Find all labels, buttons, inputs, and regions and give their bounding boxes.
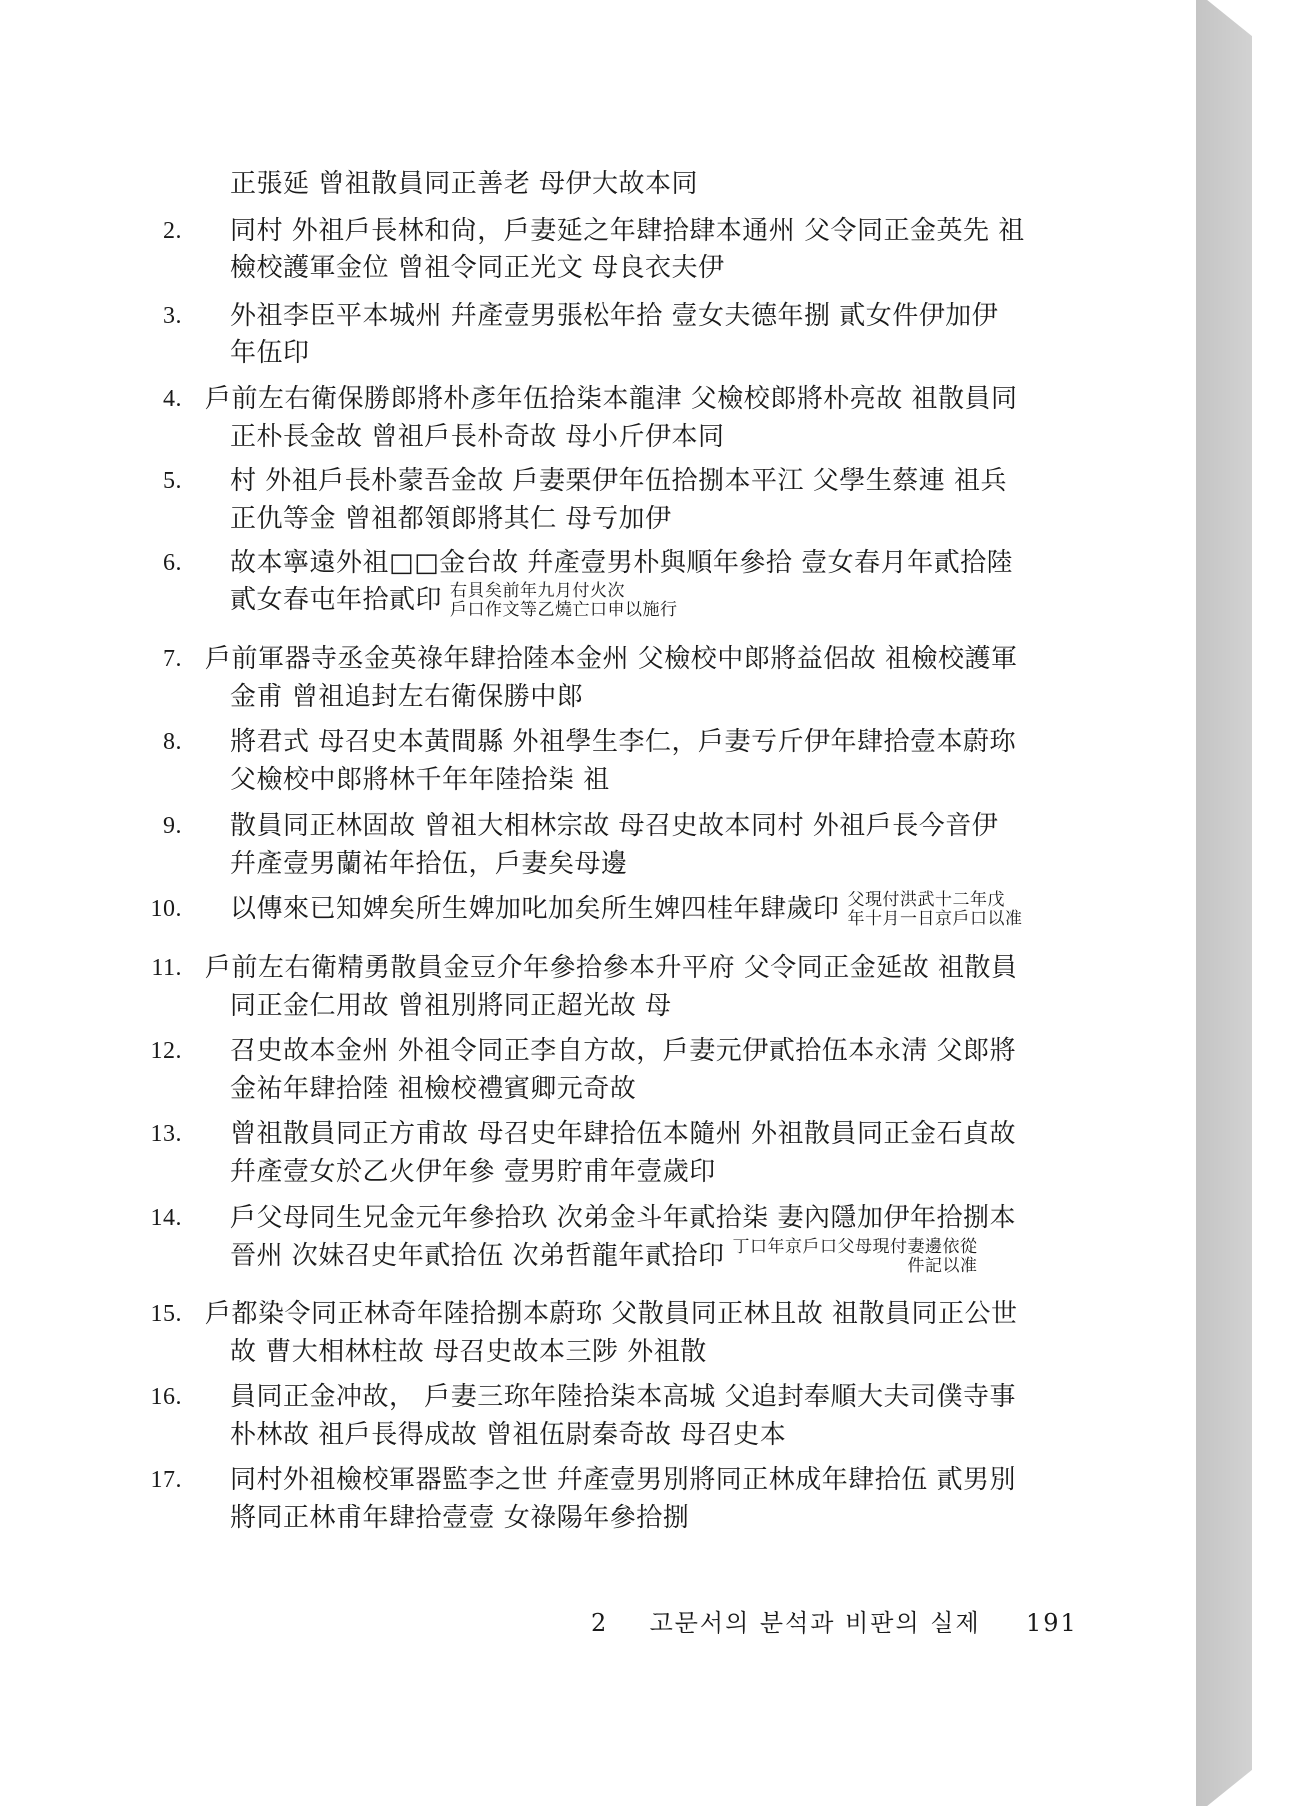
line-number: 17. (150, 1467, 182, 1493)
line-number: 9. (163, 813, 182, 839)
line-text (230, 164, 698, 204)
interlinear-note (733, 1238, 978, 1276)
line-main-text: 外祖李臣平本城州 幷產壹男張松年拾 壹女夫德年捌 貳女件伊加伊 (230, 301, 999, 331)
line-text (230, 986, 672, 1026)
line-main-text: 戶都染令同正林奇年陸拾捌本蔚珎 父散員同正林且故 祖散員同正公世 (205, 1299, 1018, 1329)
line-text (230, 461, 1007, 501)
line-text (230, 543, 1013, 583)
line-main-text: 散員同正林固故 曾祖大相林宗故 母召史故本同村 外祖戶長今音伊 (230, 811, 999, 841)
page-footer (591, 1603, 1078, 1643)
footer-chapter-title: 고문서의 분석과 비판의 실제 (649, 1609, 981, 1637)
line-number: 10. (150, 896, 182, 922)
line-text (230, 1152, 716, 1192)
line-number: 11. (151, 955, 182, 981)
page-stack-edge (1196, 0, 1252, 1806)
line-number: 13. (150, 1121, 182, 1147)
footer-chapter-number: 2 (591, 1609, 609, 1637)
interlinear-note-line: 右貝矣前年九月付火次 (450, 581, 626, 601)
line-text (230, 1198, 1016, 1238)
line-number: 2. (163, 218, 182, 244)
interlinear-note-line: 年十月一日京戶口以准 (847, 909, 1023, 929)
interlinear-note (848, 891, 1023, 929)
line-main-text: 以傳來已知婢矣所生婢加叱加矣所生婢四桂年肆歲印 (230, 894, 840, 924)
line-number: 12. (150, 1038, 182, 1064)
line-text (230, 677, 583, 717)
interlinear-note-line: 丁口年京戶口父母現付妻邊依從 (732, 1237, 978, 1257)
line-text (230, 1069, 636, 1109)
line-main-text: 晉州 次妹召史年貳拾伍 次弟哲龍年貳拾印 (230, 1241, 725, 1271)
line-text (230, 1377, 1016, 1417)
line-main-text: 戶父母同生兄金元年參拾玖 次弟金斗年貳拾柒 妻內隱加伊年拾捌本 (230, 1203, 1017, 1233)
line-text (230, 1415, 786, 1455)
line-text (230, 248, 725, 288)
line-text (205, 1294, 1018, 1334)
line-main-text: 父檢校中郞將林千年年陸拾柒 祖 (230, 765, 610, 795)
line-main-text: 將君式 母召史本黃間縣 外祖學生李仁，戶妻亐斤伊年肆拾壹本蔚珎 (230, 727, 1017, 757)
line-text (230, 1460, 1016, 1500)
line-main-text: 召史故本金州 外祖令同正李自方故，戶妻元伊貳拾伍本永淸 父郞將 (230, 1036, 1017, 1066)
line-number: 4. (163, 386, 182, 412)
line-main-text: 正朴長金故 曾祖戶長朴奇故 母小斤伊本同 (230, 422, 725, 452)
line-number: 14. (150, 1205, 182, 1231)
line-text (230, 499, 672, 539)
line-text (230, 1332, 707, 1372)
line-main-text: 故本寧遠外祖□□金台故 幷產壹男朴與順年參拾 壹女春月年貳拾陸 (230, 548, 1014, 578)
line-text (230, 889, 1023, 929)
line-text (230, 580, 678, 620)
line-text (230, 806, 998, 846)
line-main-text: 戶前左右衛精勇散員金豆介年參拾參本升平府 父令同正金延故 祖散員 (205, 953, 1018, 983)
line-main-text: 故 曹大相林柱故 母召史故本三陟 外祖散 (230, 1337, 707, 1367)
line-main-text: 員同正金冲故， 戶妻三珎年陸拾柒本高城 父追封奉順大夫司僕寺事 (230, 1382, 1017, 1412)
line-text (205, 639, 1018, 679)
line-main-text: 幷產壹女於乙火伊年參 壹男貯甫年壹歲印 (230, 1157, 716, 1187)
line-main-text: 金祐年肆拾陸 祖檢校禮賓卿元奇故 (230, 1074, 637, 1104)
line-main-text: 戶前軍器寺丞金英祿年肆拾陸本金州 父檢校中郞將益侶故 祖檢校護軍 (205, 644, 1018, 674)
line-text (230, 1236, 978, 1276)
line-text (230, 844, 628, 884)
line-number: 7. (163, 646, 182, 672)
line-text (205, 948, 1018, 988)
line-main-text: 正仇等金 曾祖都領郞將其仁 母亐加伊 (230, 504, 672, 534)
footer-page-number: 191 (1025, 1609, 1078, 1637)
interlinear-note-line: 戶口作文等乙燒亡口申以施行 (450, 600, 678, 620)
line-main-text: 年伍印 (230, 338, 310, 368)
line-text (230, 333, 310, 373)
interlinear-note (450, 582, 678, 620)
line-number: 8. (163, 729, 182, 755)
interlinear-note-line: 父現付洪武十二年戊 (847, 890, 1006, 910)
line-main-text: 戶前左右衛保勝郞將朴彥年伍拾柒本龍津 父檢校郞將朴亮故 祖散員同 (205, 384, 1018, 414)
line-main-text: 幷產壹男蘭祐年拾伍，戶妻矣母邊 (230, 849, 628, 879)
line-number: 6. (163, 550, 182, 576)
line-main-text: 朴林故 祖戶長得成故 曾祖伍尉秦奇故 母召史本 (230, 1420, 787, 1450)
line-main-text: 同村 外祖戶長林和尙，戶妻延之年肆拾肆本通州 父令同正金英先 祖 (230, 216, 1025, 246)
line-main-text: 正張延 曾祖散員同正善老 母伊大故本同 (230, 169, 699, 199)
line-text (230, 1498, 689, 1538)
line-text (230, 211, 1025, 251)
line-text (230, 296, 998, 336)
line-main-text: 金甫 曾祖追封左右衛保勝中郞 (230, 682, 584, 712)
line-text (230, 1114, 1016, 1154)
line-text (230, 1031, 1016, 1071)
line-text (205, 379, 1018, 419)
line-main-text: 同村外祖檢校軍器監李之世 幷產壹男別將同正林成年肆拾伍 貳男別 (230, 1465, 1017, 1495)
line-number: 16. (150, 1384, 182, 1410)
line-main-text: 貳女春屯年拾貳印 (230, 585, 443, 615)
line-text (230, 760, 610, 800)
line-main-text: 同正金仁用故 曾祖別將同正超光故 母 (230, 991, 672, 1021)
line-number: 5. (163, 468, 182, 494)
line-text (230, 722, 1016, 762)
line-main-text: 曾祖散員同正方甫故 母召史年肆拾伍本隨州 外祖散員同正金石貞故 (230, 1119, 1017, 1149)
line-main-text: 檢校護軍金位 曾祖令同正光文 母良衣夫伊 (230, 253, 725, 283)
interlinear-note-line: 件記以准 (907, 1256, 978, 1276)
line-number: 15. (150, 1301, 182, 1327)
line-text (230, 417, 725, 457)
line-number: 3. (163, 303, 182, 329)
line-main-text: 村 外祖戶長朴蒙吾金故 戶妻栗伊年伍拾捌本平江 父學生蔡連 祖兵 (230, 466, 1008, 496)
line-main-text: 將同正林甫年肆拾壹壹 女祿陽年參拾捌 (230, 1503, 690, 1533)
